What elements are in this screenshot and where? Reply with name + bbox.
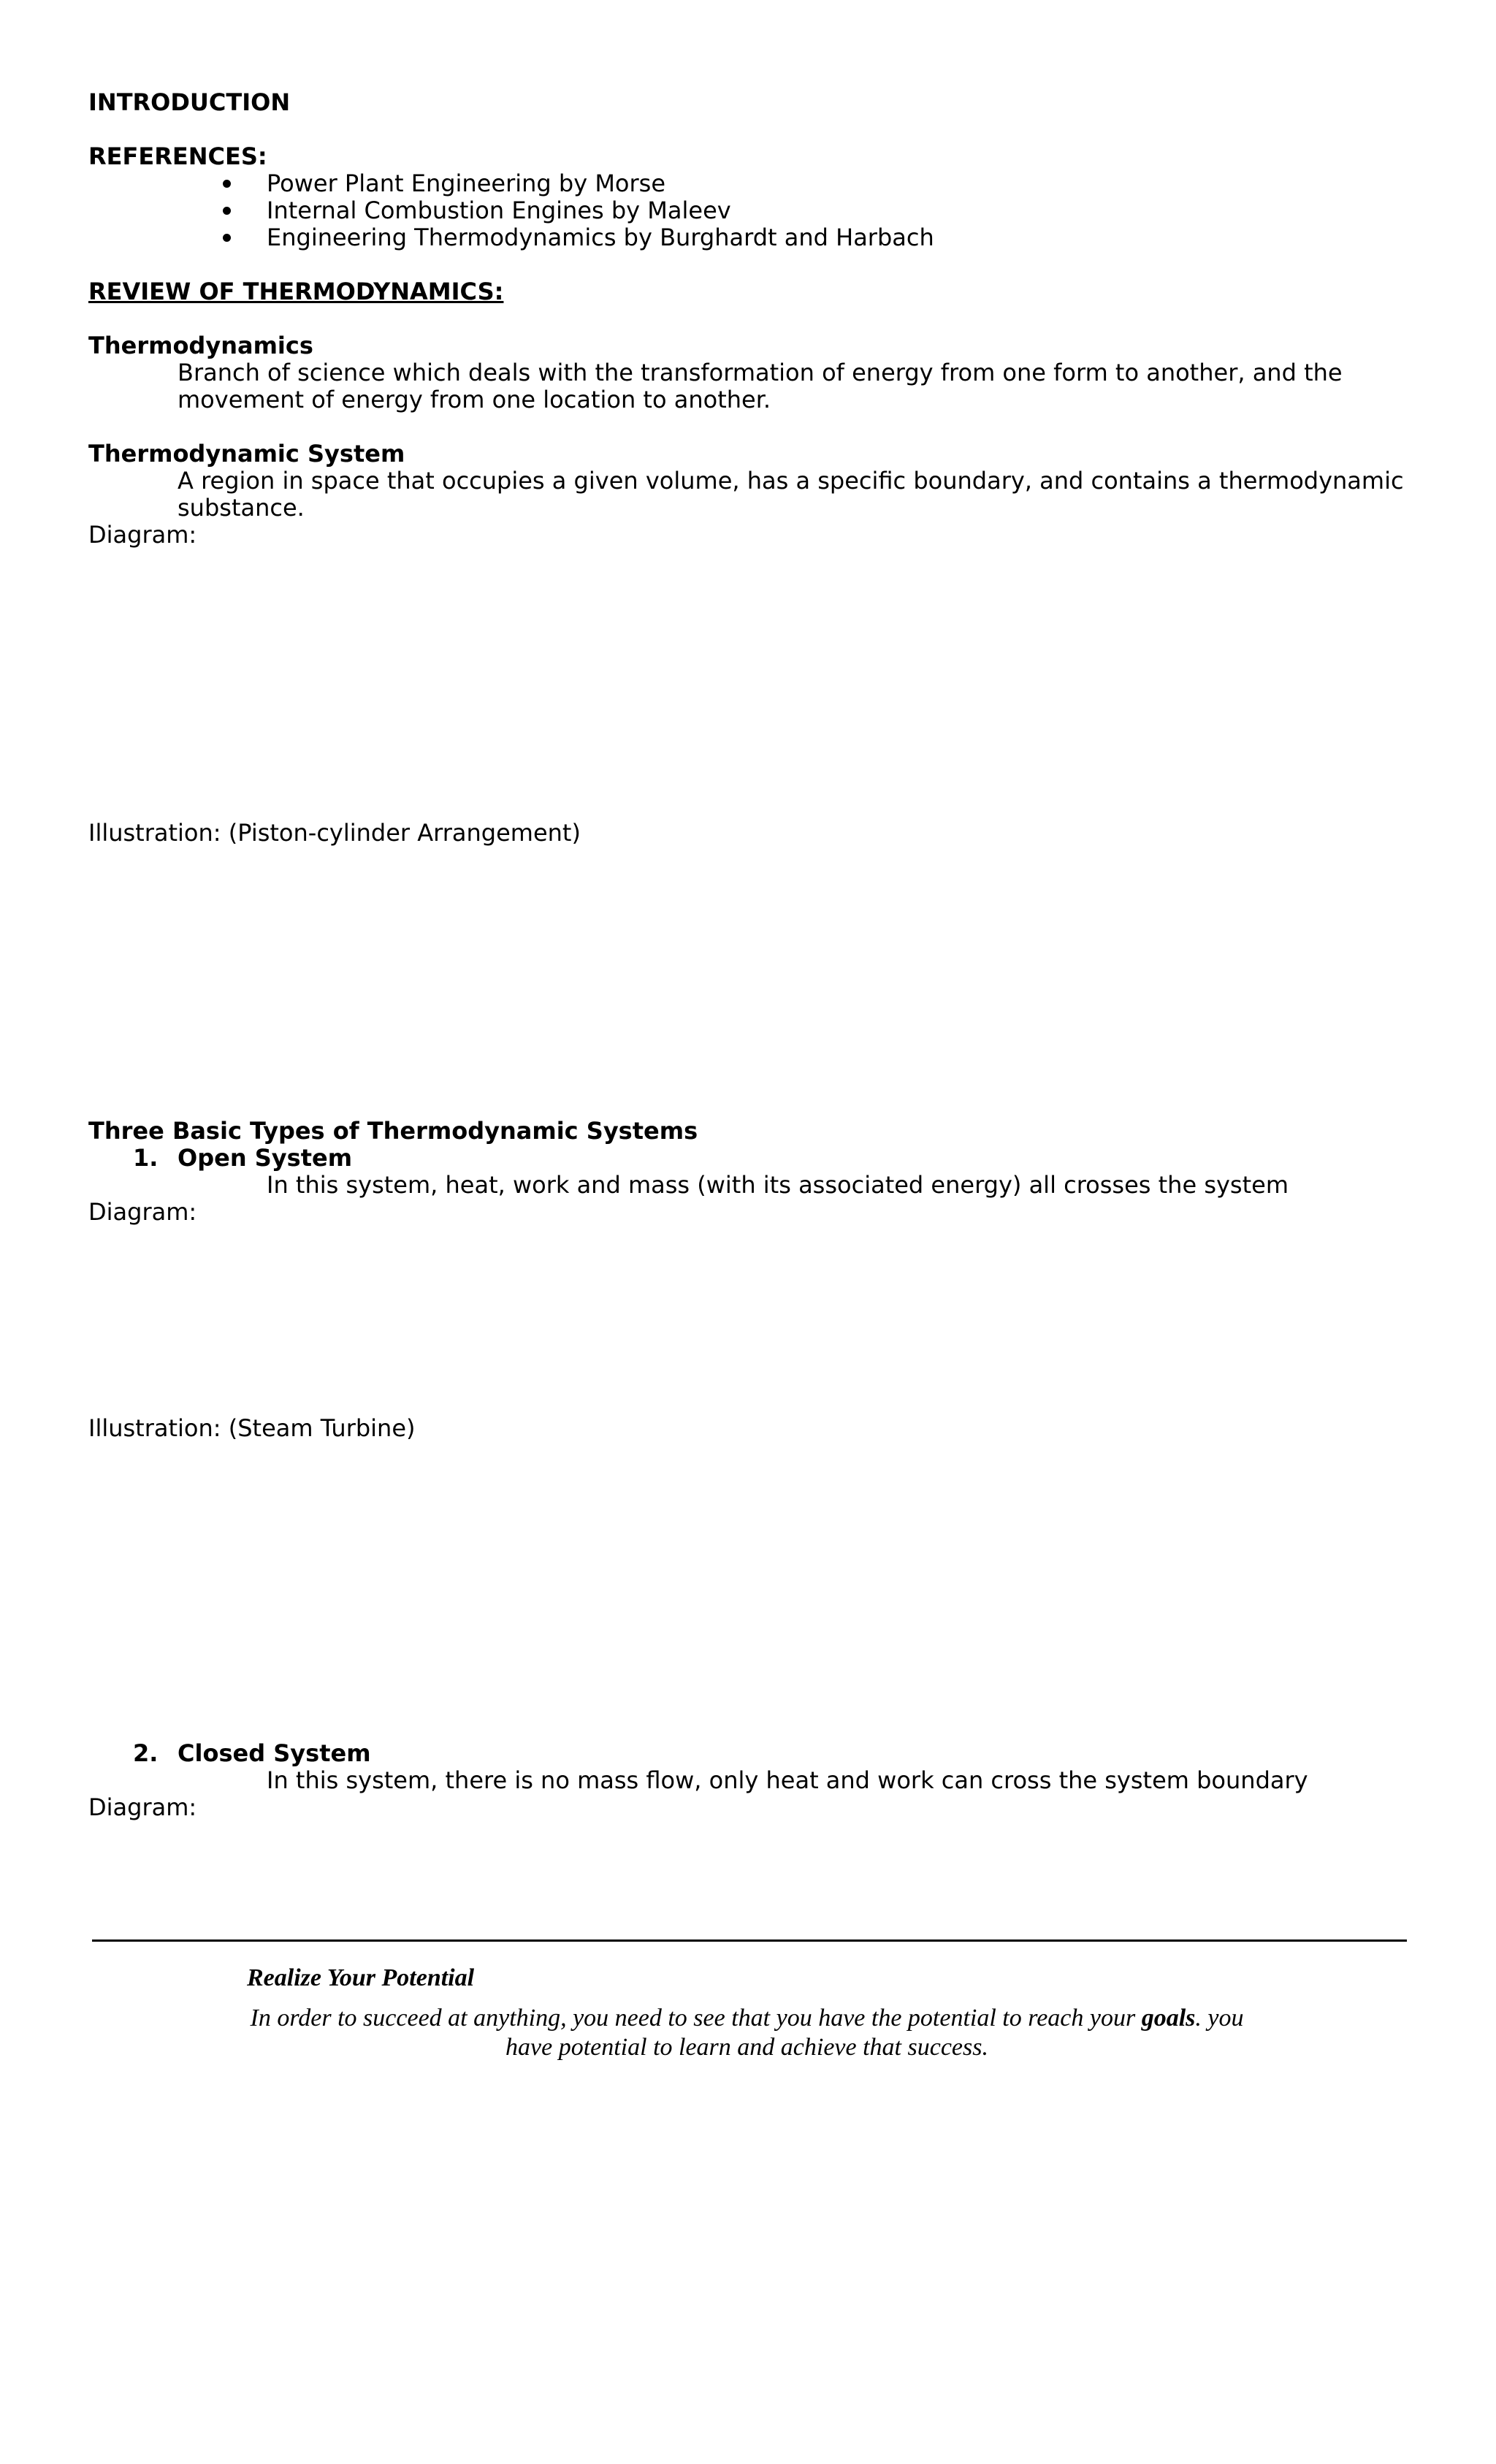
open-system-number: 1. xyxy=(133,1144,159,1172)
quote-text-part: . you have potential to learn and achieve that success. xyxy=(505,2005,1244,2061)
footer-divider xyxy=(92,1939,1407,1942)
types-heading: Three Basic Types of Thermodynamic Systems xyxy=(88,1117,698,1145)
reference-item: Engineering Thermodynamics by Burghardt and Harbach xyxy=(267,224,934,251)
bullet-icon xyxy=(223,180,231,188)
reference-item: Internal Combustion Engines by Maleev xyxy=(267,197,731,224)
quote-emphasis: goals xyxy=(1141,2005,1196,2032)
definition-thermodynamics: Branch of science which deals with the transformation of energy from one form to another, and the movement of energy from one location to another. xyxy=(178,359,1343,413)
illustration-label: Illustration: (Steam Turbine) xyxy=(88,1414,416,1442)
review-heading: REVIEW OF THERMODYNAMICS: xyxy=(88,278,504,305)
illustration-label: Illustration: (Piston-cylinder Arrangement) xyxy=(88,819,581,847)
term-thermodynamics: Thermodynamics xyxy=(88,332,313,359)
closed-system-number: 2. xyxy=(133,1739,159,1767)
quote-text xyxy=(234,2004,1260,2062)
bullet-icon xyxy=(223,234,231,242)
reference-item: Power Plant Engineering by Morse xyxy=(267,169,666,197)
bullet-icon xyxy=(223,207,231,215)
heading-introduction: INTRODUCTION xyxy=(88,88,291,116)
diagram-label: Diagram: xyxy=(88,521,197,549)
quote-title: Realize Your Potential xyxy=(247,1964,475,1991)
open-system-description: In this system, heat, work and mass (with its associated energy) all crosses the system xyxy=(267,1171,1289,1199)
diagram-label: Diagram: xyxy=(88,1198,197,1226)
open-system-title: Open System xyxy=(178,1144,353,1172)
references-label: REFERENCES: xyxy=(88,142,267,170)
closed-system-description: In this system, there is no mass flow, only heat and work can cross the system boundary xyxy=(267,1766,1308,1794)
term-thermodynamic-system: Thermodynamic System xyxy=(88,440,405,468)
quote-text-part: In order to succeed at anything, you need to see that you have the potential to reach your xyxy=(250,2005,1142,2032)
definition-thermodynamic-system: A region in space that occupies a given volume, has a specific boundary, and contains a thermodynamic substance. xyxy=(178,467,1404,522)
diagram-label: Diagram: xyxy=(88,1793,197,1821)
closed-system-title: Closed System xyxy=(178,1739,371,1767)
